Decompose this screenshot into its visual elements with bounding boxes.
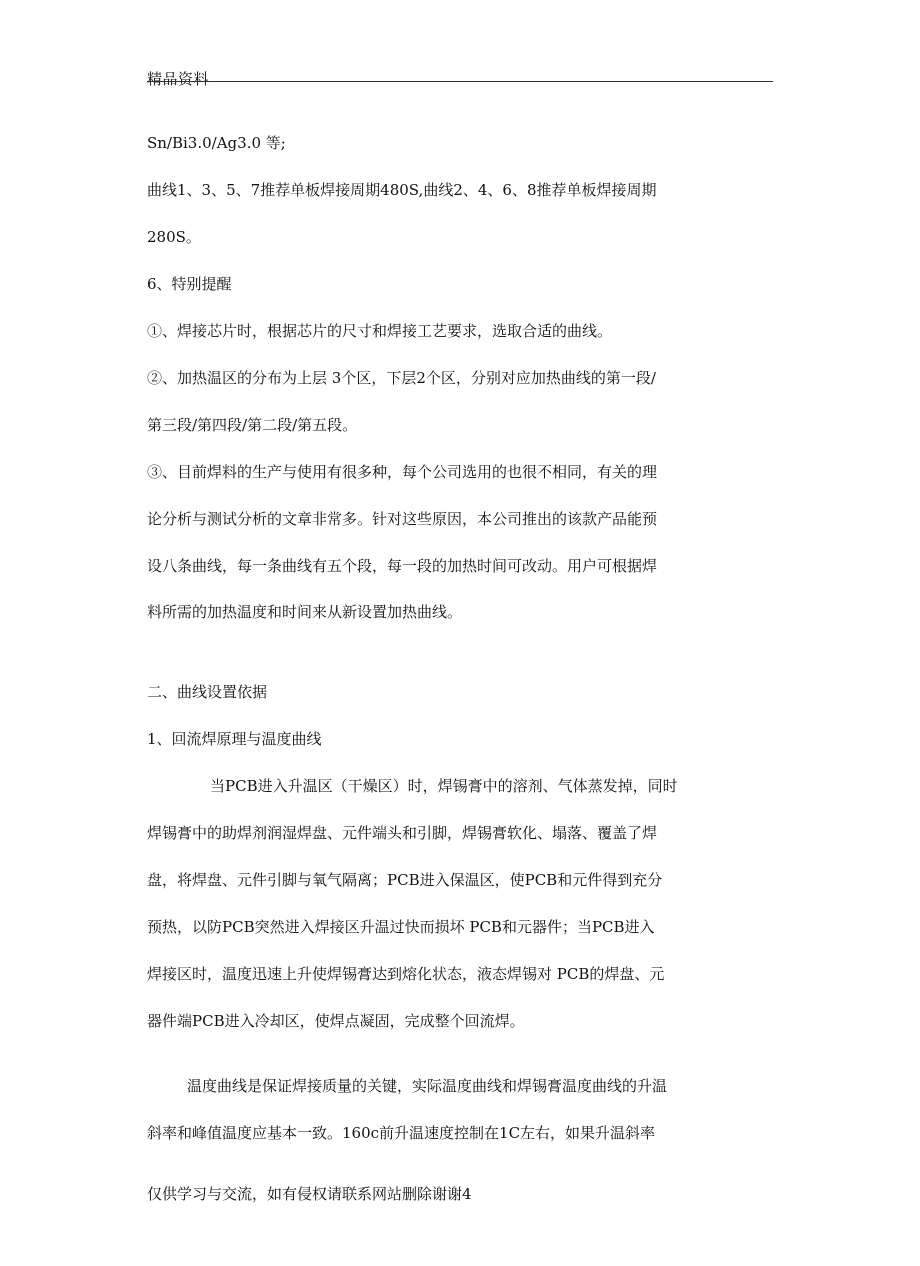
body-line: 器件端PCB进入冷却区，使焊点凝固，完成整个回流焊。 (147, 1012, 525, 1030)
body-line: 盘，将焊盘、元件引脚与氧气隔离；PCB进入保温区，使PCB和元件得到充分 (147, 871, 663, 889)
body-line: 当PCB进入升温区（干燥区）时，焊锡膏中的溶剂、气体蒸发掉，同时 (210, 777, 678, 795)
body-line: 论分析与测试分析的文章非常多。针对这些原因，本公司推出的该款产品能预 (147, 510, 658, 528)
body-line: 曲线1、3、5、7推荐单板焊接周期480S,曲线2、4、6、8推荐单板焊接周期 (147, 181, 657, 199)
section-heading: 6、特别提醒 (147, 275, 232, 293)
body-line: 预热，以防PCB突然进入焊接区升温过快而损坏 PCB和元器件；当PCB进入 (147, 918, 655, 936)
section-heading: 二、曲线设置依据 (147, 683, 268, 701)
body-line: 斜率和峰值温度应基本一致。160c前升温速度控制在1C左右，如果升温斜率 (147, 1124, 656, 1142)
body-line: 设八条曲线，每一条曲线有五个段，每一段的加热时间可改动。用户可根据焊 (147, 557, 658, 575)
body-line: 焊接区时，温度迅速上升使焊锡膏达到熔化状态，液态焊锡对 PCB的焊盘、元 (147, 965, 665, 983)
body-line: 第三段/第四段/第二段/第五段。 (147, 416, 358, 434)
header-divider (147, 81, 773, 82)
header-label: 精品资料 (147, 70, 210, 88)
body-line: ③、目前焊料的生产与使用有很多种，每个公司选用的也很不相同，有关的理 (147, 463, 658, 481)
page-footer: 仅供学习与交流，如有侵权请联系网站删除谢谢4 (147, 1185, 472, 1203)
body-line: 温度曲线是保证焊接质量的关键，实际温度曲线和焊锡膏温度曲线的升温 (187, 1077, 668, 1095)
body-line: Sn/Bi3.0/Ag3.0 等; (147, 134, 286, 152)
body-line: 280S。 (147, 228, 201, 246)
body-line: 料所需的加热温度和时间来从新设置加热曲线。 (147, 603, 463, 621)
subsection-heading: 1、回流焊原理与温度曲线 (147, 730, 322, 748)
body-line: 焊锡膏中的助焊剂润湿焊盘、元件端头和引脚，焊锡膏软化、塌落、覆盖了焊 (147, 824, 658, 842)
body-line: ①、焊接芯片时，根据芯片的尺寸和焊接工艺要求，选取合适的曲线。 (147, 322, 613, 340)
body-line: ②、加热温区的分布为上层 3个区，下层2个区，分别对应加热曲线的第一段/ (147, 369, 656, 387)
